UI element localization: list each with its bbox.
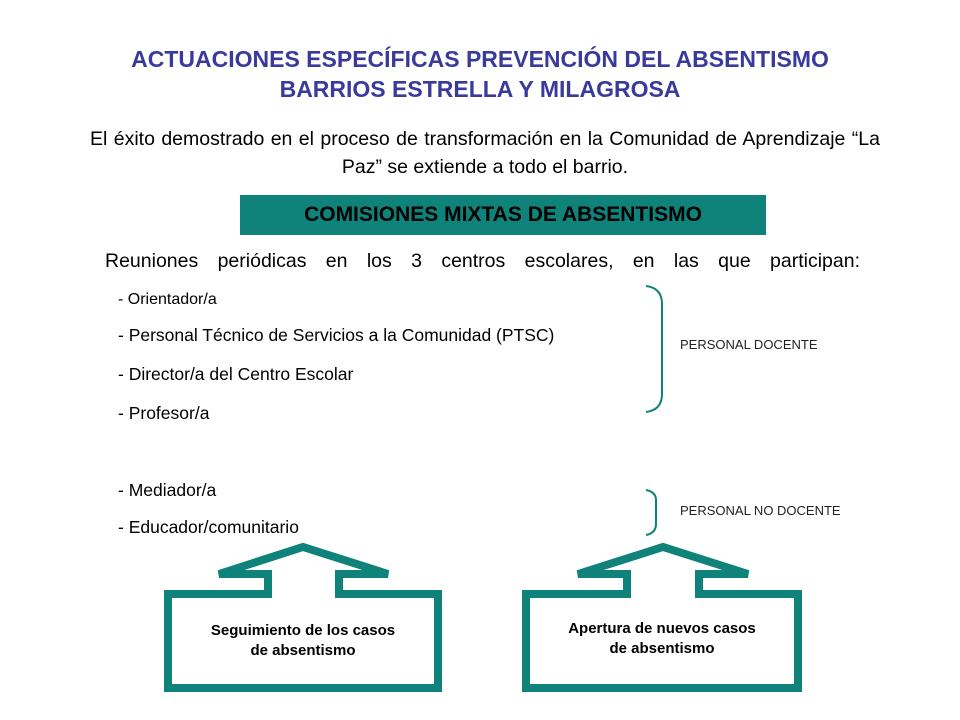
outcome-left-line-2: de absentismo [250,642,356,659]
docente-bracket [646,286,662,412]
outcome-arrow-box-left [168,547,438,688]
outcome-right-line-1: Apertura de nuevos casos [568,620,756,637]
docente-item-profesor: - Profesor/a [118,403,210,423]
no-docente-item-educador: - Educador/comunitario [118,517,299,537]
outcome-right-line-2: de absentismo [609,640,715,657]
title-line-2: BARRIOS ESTRELLA Y MILAGROSA [279,76,681,102]
docente-group-label: PERSONAL DOCENTE [680,337,818,352]
docente-item-director: - Director/a del Centro Escolar [118,364,354,384]
lead-text: Reuniones periódicas en los 3 centros escolares, en las que participan: [105,250,860,272]
no-docente-bracket [646,490,656,535]
no-docente-item-mediador: - Mediador/a [118,480,217,500]
docente-item-orientador: - Orientador/a [118,291,217,308]
outcome-left-label [175,621,431,661]
section-heading: COMISIONES MIXTAS DE ABSENTISMO [240,195,766,235]
intro-paragraph: El éxito demostrado en el proceso de transformación en la Comunidad de Aprendizaje “La Paz” se extiende a todo el barrio. [90,128,880,178]
docente-item-ptsc: - Personal Técnico de Servicios a la Comunidad (PTSC) [118,325,555,345]
outcome-arrow-box-right [526,547,798,688]
outcome-right-label [533,619,791,659]
no-docente-group-label: PERSONAL NO DOCENTE [680,503,841,518]
title-line-1: ACTUACIONES ESPECÍFICAS PREVENCIÓN DEL ABSENTISMO [131,46,829,72]
outcome-left-line-1: Seguimiento de los casos [210,622,396,639]
